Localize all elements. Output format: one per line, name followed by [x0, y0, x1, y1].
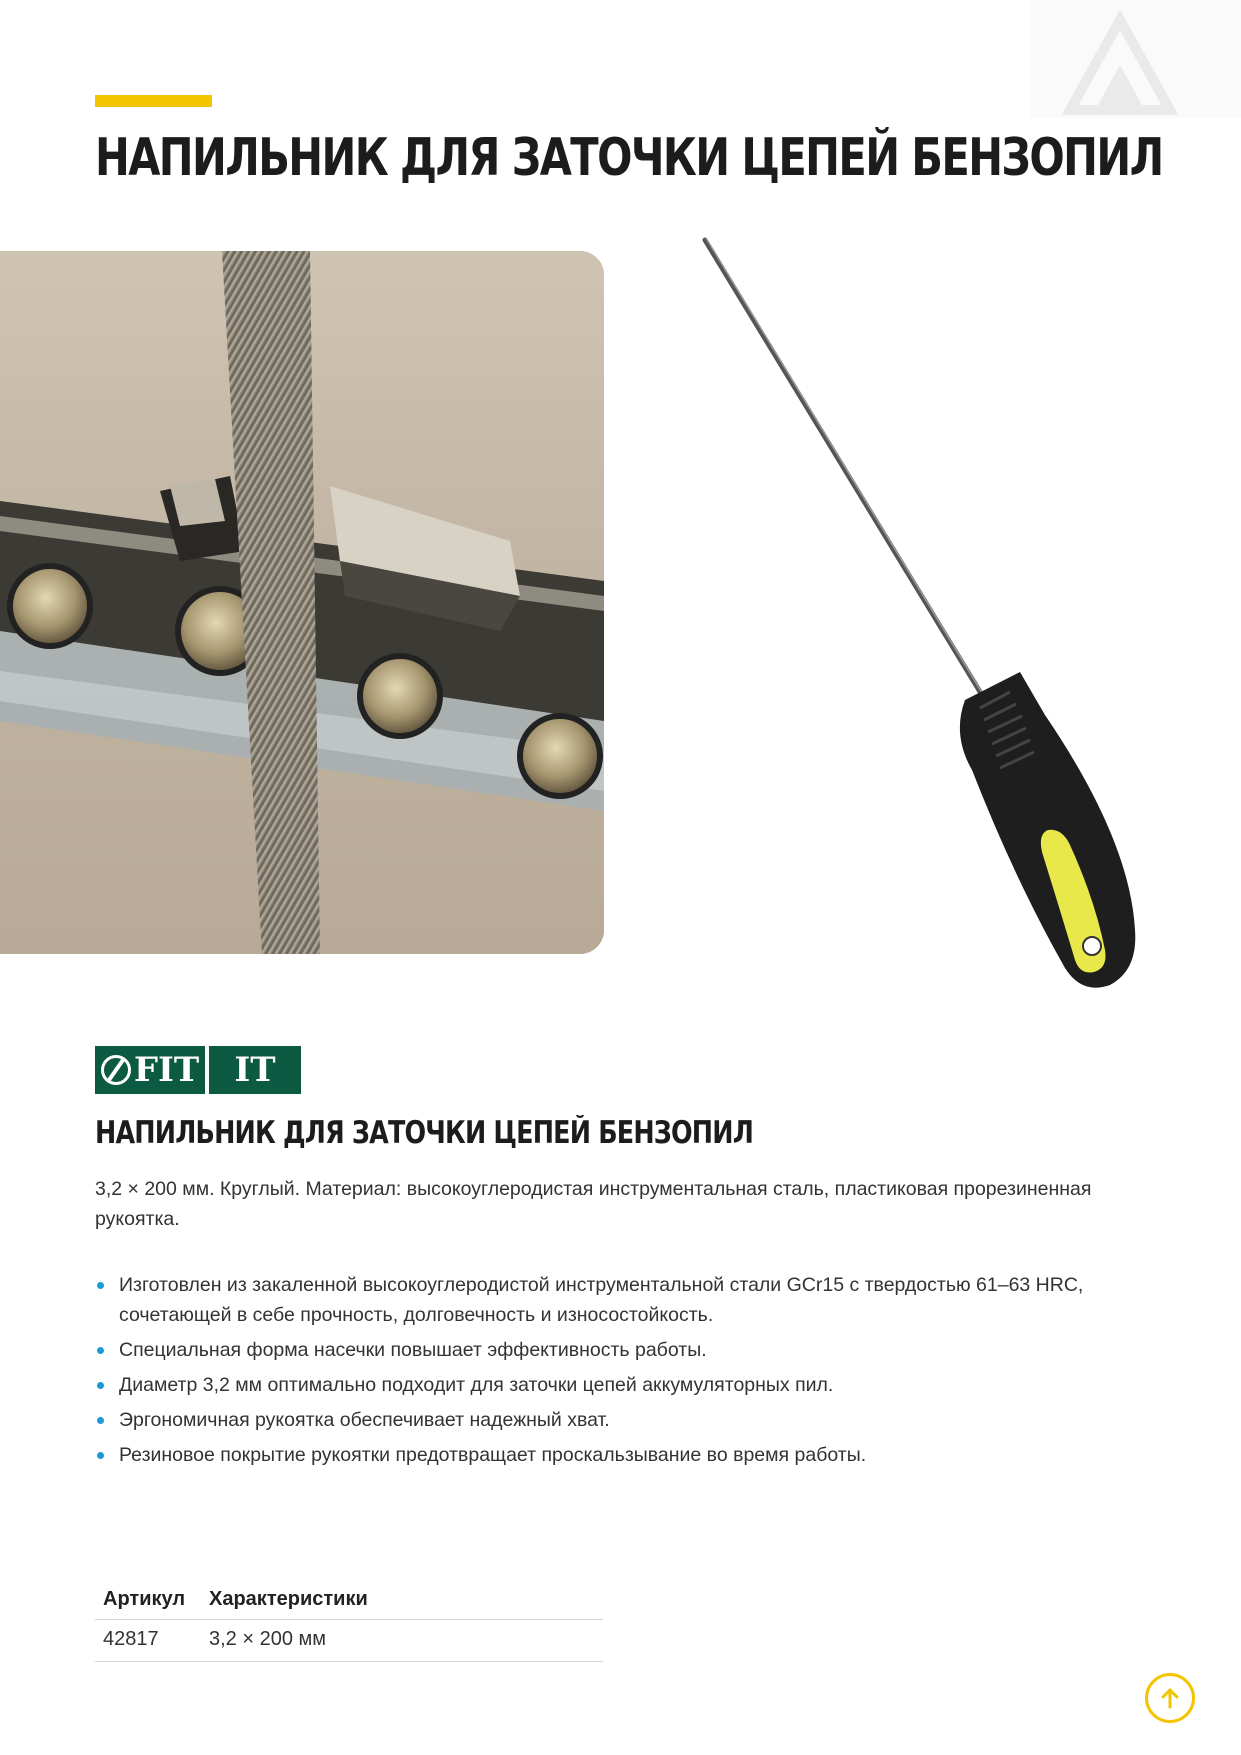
watermark-logo-icon	[1050, 0, 1190, 130]
product-description: 3,2 × 200 мм. Круглый. Материал: высокоуглеродистая инструментальная сталь, пластиковая прорезиненная рукоятка.	[95, 1178, 1092, 1230]
watermark	[1030, 0, 1241, 118]
table-header-row	[95, 1582, 603, 1620]
list-item: Специальная форма насечки повышает эффективность работы.	[95, 1335, 1165, 1365]
page-title: НАПИЛЬНИК ДЛЯ ЗАТОЧКИ ЦЕПЕЙ БЕНЗОПИЛ	[95, 128, 1163, 188]
accent-bar	[95, 95, 212, 107]
brand-logo	[95, 1046, 301, 1094]
column-header-article: Артикул	[95, 1582, 201, 1620]
list-item: Изготовлен из закаленной высокоуглеродистой инструментальной стали GCr15 с твердостью 61–63 HRC, сочетающей в себе прочность, долговечность и износостойкость.	[95, 1270, 1165, 1330]
arrow-up-icon	[1157, 1685, 1183, 1711]
list-item: Резиновое покрытие рукоятки предотвращает проскальзывание во время работы.	[95, 1440, 1165, 1470]
list-item: Диаметр 3,2 мм оптимально подходит для заточки цепей аккумуляторных пил.	[95, 1370, 1165, 1400]
file-tool-image	[690, 230, 1170, 1000]
fit-mark-icon	[101, 1055, 131, 1085]
table-cell-article: 42817	[95, 1620, 201, 1662]
scroll-up-button[interactable]	[1145, 1673, 1195, 1723]
chain-sharpening-photo	[0, 251, 604, 954]
table-row	[95, 1620, 603, 1662]
list-item: Эргономичная рукоятка обеспечивает надежный хват.	[95, 1405, 1165, 1435]
table-cell-specs: 3,2 × 200 мм	[201, 1620, 603, 1662]
feature-list	[95, 1270, 1165, 1475]
spec-table	[95, 1582, 603, 1662]
column-header-specs: Характеристики	[201, 1582, 603, 1620]
it-logo	[209, 1046, 301, 1094]
it-logo-text: IT	[234, 1050, 276, 1090]
fit-logo	[95, 1046, 205, 1094]
product-title: НАПИЛЬНИК ДЛЯ ЗАТОЧКИ ЦЕПЕЙ БЕНЗОПИЛ	[95, 1115, 754, 1151]
fit-logo-text: FIT	[133, 1050, 200, 1090]
